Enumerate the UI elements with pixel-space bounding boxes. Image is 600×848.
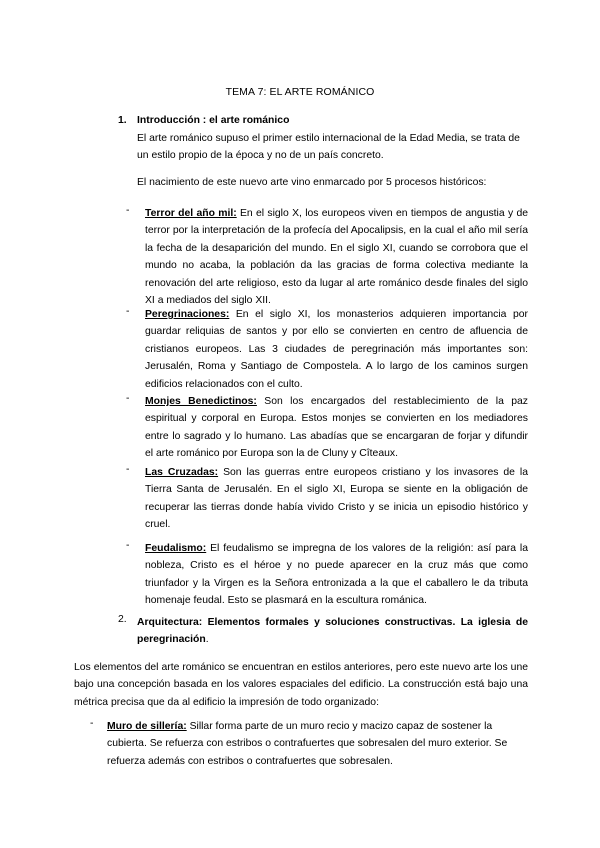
list-item-monjes bbox=[145, 393, 528, 463]
section-2-number: 2. bbox=[118, 614, 127, 625]
list-item-text: Sillar forma parte de un muro recio y macizo capaz de sostener la cubierta. Se refuerza con estribos o contrafuertes que sobresalen del muro exterior. Se refuerza además con estribos o contrafuertes que sobresalen. bbox=[107, 721, 508, 767]
document-title: TEMA 7: EL ARTE ROMÁNICO bbox=[225, 86, 375, 98]
list-item-cruzadas bbox=[145, 464, 528, 534]
section-1-heading: Introducción : el arte románico bbox=[137, 115, 290, 126]
list-item-terror bbox=[145, 205, 528, 309]
list-item-term: Muro de sillería: bbox=[107, 721, 187, 732]
section-1-number: 1. bbox=[118, 115, 127, 126]
list-item-peregrinaciones bbox=[145, 306, 528, 393]
list-item-text: En el siglo X, los europeos viven en tiempos de angustia y de terror por la interpretación de la profecía del Apocalipsis, en la cual el año mil sería la fecha de la desaparición del mundo. En el siglo XI, cuando se corrobora que el mundo no acaba, la población da las gracias de forma colectiva mediante la renovación del arte religioso, esto da lugar al arte románico desde finales del siglo XI a mediados del siglo XII. bbox=[145, 208, 529, 307]
list-bullet: - bbox=[90, 718, 94, 729]
section-1-intro: El arte románico supuso el primer estilo internacional de la Edad Media, se trata de un estilo propio de la época y no de un país concreto. bbox=[137, 133, 520, 162]
list-item-text: El feudalismo se impregna de los valores de la religión: así para la nobleza, Cristo es el héroe y no puede aparecer en la cruz más que como triunfador y la Virgen es la Señora entronizada a la que el caballero le da tributa homenaje feudal. Esto se plasmará en la escultura románica. bbox=[145, 543, 528, 607]
section-2-heading bbox=[137, 614, 528, 649]
list-item-term: Monjes Benedictinos: bbox=[145, 396, 257, 407]
list-bullet: - bbox=[126, 464, 130, 475]
list-item-text: En el siglo XI, los monasterios adquieren importancia por guardar reliquias de santos y por ello se convierten en centro de afluencia de cristianos europeos. Las 3 ciudades de peregrinación más importantes son: Jerusalén, Roma y Santiago de Compostela. A lo largo de los caminos surgen edificios relacionados con el culto. bbox=[145, 309, 528, 390]
list-item-text: Son las guerras entre europeos cristiano y los invasores de la Tierra Santa de Jerusalén. En el siglo XI, Europa se siente en la obligación de recuperar las tierras donde había vivido Cristo y se inicia un episodio histórico y cruel. bbox=[145, 467, 528, 531]
list-bullet: - bbox=[126, 306, 130, 317]
list-bullet: - bbox=[126, 393, 130, 404]
list-item-muro-silleria bbox=[107, 718, 529, 770]
section-2-heading-text: Arquitectura: Elementos formales y soluciones constructivas. La iglesia de peregrinación bbox=[137, 617, 528, 646]
list-item-term: Las Cruzadas: bbox=[145, 467, 219, 478]
list-bullet: - bbox=[126, 540, 130, 551]
section-2-intro: Los elementos del arte románico se encuentran en estilos anteriores, pero este nuevo arte los une bajo una concepción basada en los valores espaciales del edificio. La construcción está bajo una métrica precisa que da al edificio la impresión de todo organizado: bbox=[74, 662, 528, 708]
list-item-text: Son los encargados del restablecimiento de la paz espiritual y corporal en Europa. Estos monjes se convierten en los mediadores entre lo sagrado y lo humano. Las abadías que se encargaran de forjar y difundir el arte románico por Europa son la de Cluny y Cîteaux. bbox=[145, 396, 528, 460]
list-bullet: - bbox=[126, 205, 130, 216]
list-item-term: Peregrinaciones: bbox=[145, 309, 230, 320]
list-item-term: Terror del año mil: bbox=[145, 208, 237, 219]
list-item-feudalismo bbox=[145, 540, 528, 610]
section-2-heading-end: . bbox=[205, 634, 209, 646]
list-item-term: Feudalismo: bbox=[145, 543, 207, 554]
section-1-lead: El nacimiento de este nuevo arte vino enmarcado por 5 procesos históricos: bbox=[137, 177, 487, 188]
